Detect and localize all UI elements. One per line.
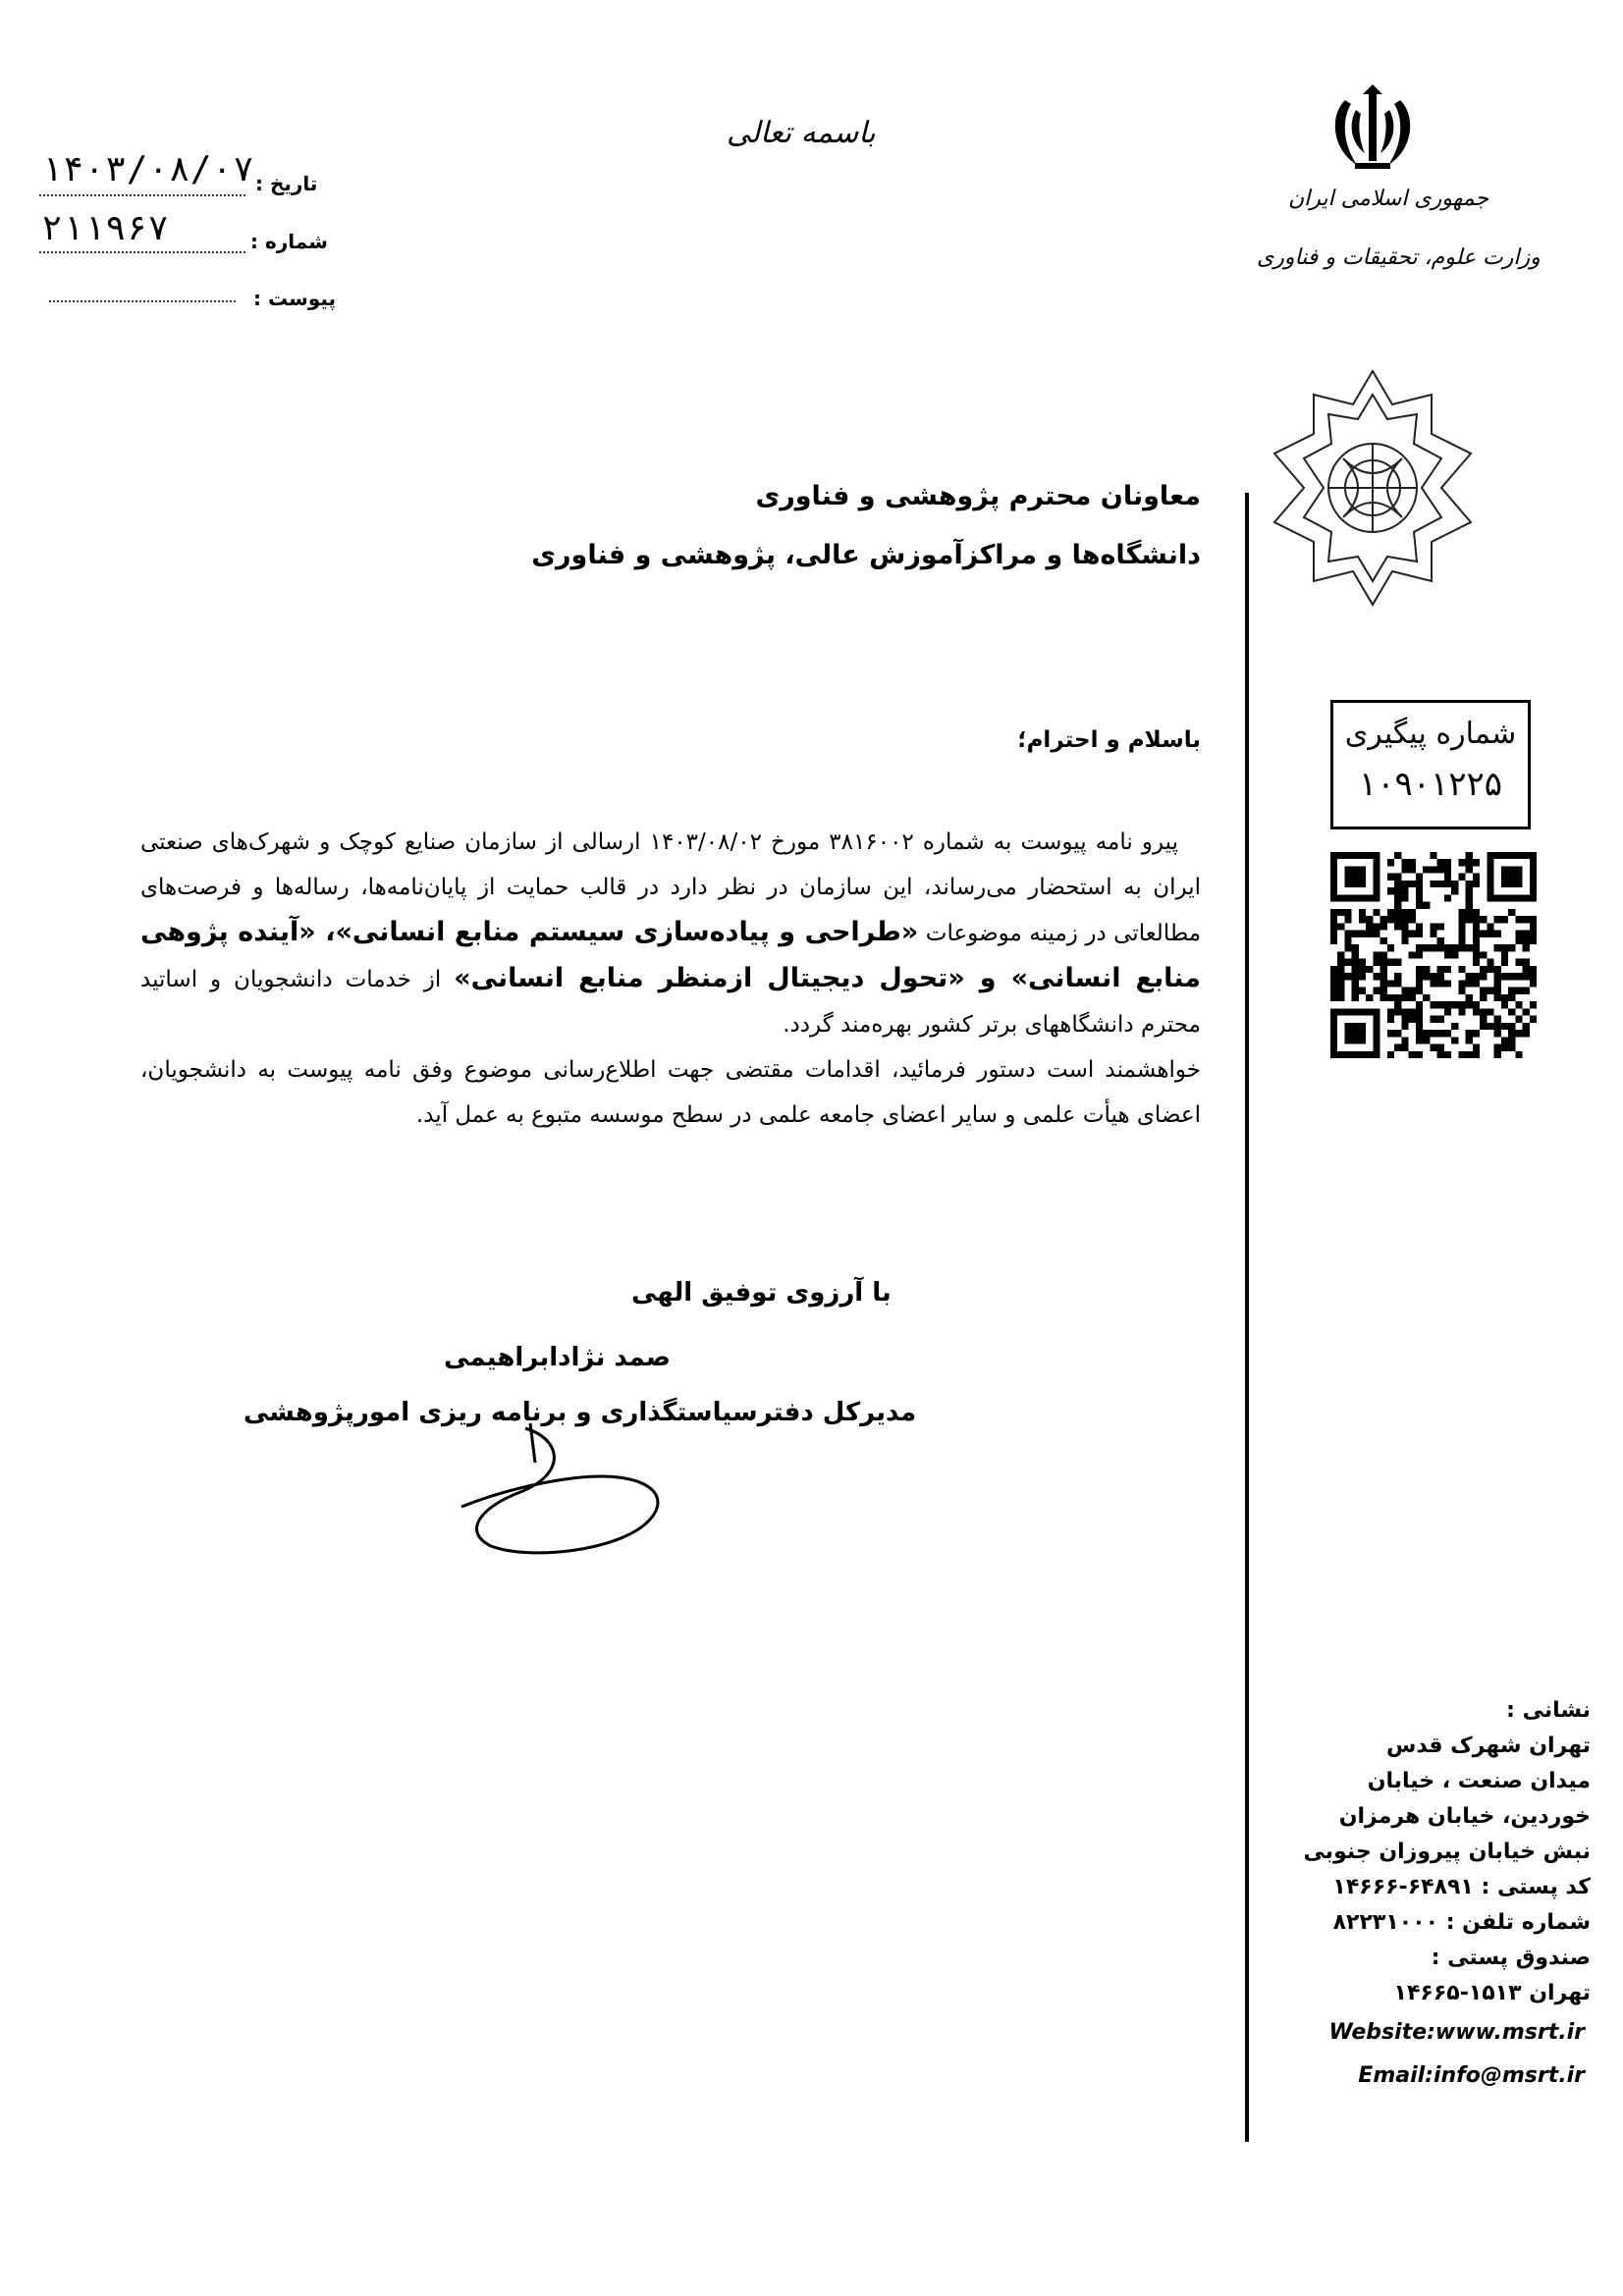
signer-name: صمد نژادابراهیمی <box>444 1343 671 1372</box>
body-paragraph-1 <box>140 820 1201 1047</box>
postal-code: کد پستی : ۶۴۸۹۱-۱۴۶۶۶ <box>1332 1875 1591 1899</box>
recipient-line2: دانشگاه‌ها و مراکزآموزش عالی، پژوهشی و فناوری <box>531 540 1201 570</box>
attachment-label: پیوست : <box>253 287 337 310</box>
address-line3: خوردین، خیابان هرمزان <box>1338 1804 1591 1829</box>
address-block <box>1296 1693 1591 2094</box>
recipient-line1: معاونان محترم پژوهشی و فناوری <box>755 481 1201 511</box>
address-label: نشانی : <box>1506 1698 1591 1723</box>
bismillah: باسمه تعالی <box>727 116 876 150</box>
iran-emblem-icon <box>1324 80 1422 179</box>
ornament-icon <box>1245 365 1500 611</box>
address-line1: تهران شهرک قدس <box>1386 1734 1591 1758</box>
number-value: ۲۱۱۹۶۷ <box>41 208 170 248</box>
body-p1-part-a: پیرو نامه پیوست به شماره ۳۸۱۶۰۰۲ مورخ ۱۴۰۳/۰۸/۰۲ ارسالی از سازمان صنایع کوچک و شهرک‌های صنعتی ایران به استحضار می‌رساند، این سازمان در نظر دارد در قالب حمایت از پایان‌نامه‌ها، رساله‌ها و فرصت‌های مطالعاتی در زمینه موضوعات <box>140 829 1202 946</box>
tracking-box <box>1330 700 1531 829</box>
qr-code-icon[interactable] <box>1330 852 1537 1058</box>
phone-number: شماره تلفن : ۸۲۲۳۱۰۰۰ <box>1332 1910 1591 1935</box>
ministry-line1: جمهوری اسلامی ایران <box>1288 187 1489 211</box>
letter-body <box>140 820 1201 1138</box>
tracking-label: شماره پیگیری <box>1344 717 1517 751</box>
email-link[interactable]: Email:info@msrt.ir <box>1358 2063 1585 2088</box>
vertical-divider <box>1245 493 1249 2142</box>
attachment-line <box>49 300 236 302</box>
date-label: تاریخ : <box>255 172 318 195</box>
body-p1-part-c: از خدمات دانشجویان و اساتید محترم دانشگاههای برتر کشور بهره‌مند گردد. <box>140 967 1201 1038</box>
website-link[interactable]: Website:www.msrt.ir <box>1328 2020 1585 2045</box>
body-p1-topics: «طراحی و پیاده‌سازی سیستم منابع انسانی»، «آینده پژوهی منابع انسانی» و «تحول دیجیتال ازمنظر منابع انسانی» <box>140 917 1201 993</box>
signature-closing: با آرزوی توفیق الهی <box>631 1278 892 1308</box>
date-line <box>39 194 245 196</box>
address-line2: میدان صنعت ، خیابان <box>1367 1769 1591 1793</box>
handwritten-signature-icon <box>422 1414 677 1561</box>
number-line <box>39 251 245 253</box>
ministry-line2: وزارت علوم، تحقیقات و فناوری <box>1257 245 1541 270</box>
greeting: باسلام و احترام؛ <box>1017 727 1201 753</box>
tracking-number: ۱۰۹۰۱۲۲۵ <box>1358 765 1503 804</box>
date-value: ۱۴۰۳/۰۸/۰۷ <box>41 149 254 189</box>
pobox-label: صندوق پستی : <box>1431 1946 1591 1970</box>
body-paragraph-2: خواهشمند است دستور فرمائید، اقدامات مقتضی جهت اطلاع‌رسانی موضوع وفق نامه پیوست به دانشجویان، اعضای هیأت علمی و سایر اعضای جامعه علمی در سطح موسسه متبوع به عمل آید. <box>140 1057 1201 1128</box>
number-label: شماره : <box>250 230 328 253</box>
address-line4: نبش خیابان پیروزان جنوبی <box>1303 1840 1591 1864</box>
pobox-value: تهران ۱۵۱۳-۱۴۶۶۵ <box>1393 1981 1591 2005</box>
signer-title: مدیرکل دفترسیاستگذاری و برنامه ریزی امورپژوهشی <box>243 1398 917 1427</box>
